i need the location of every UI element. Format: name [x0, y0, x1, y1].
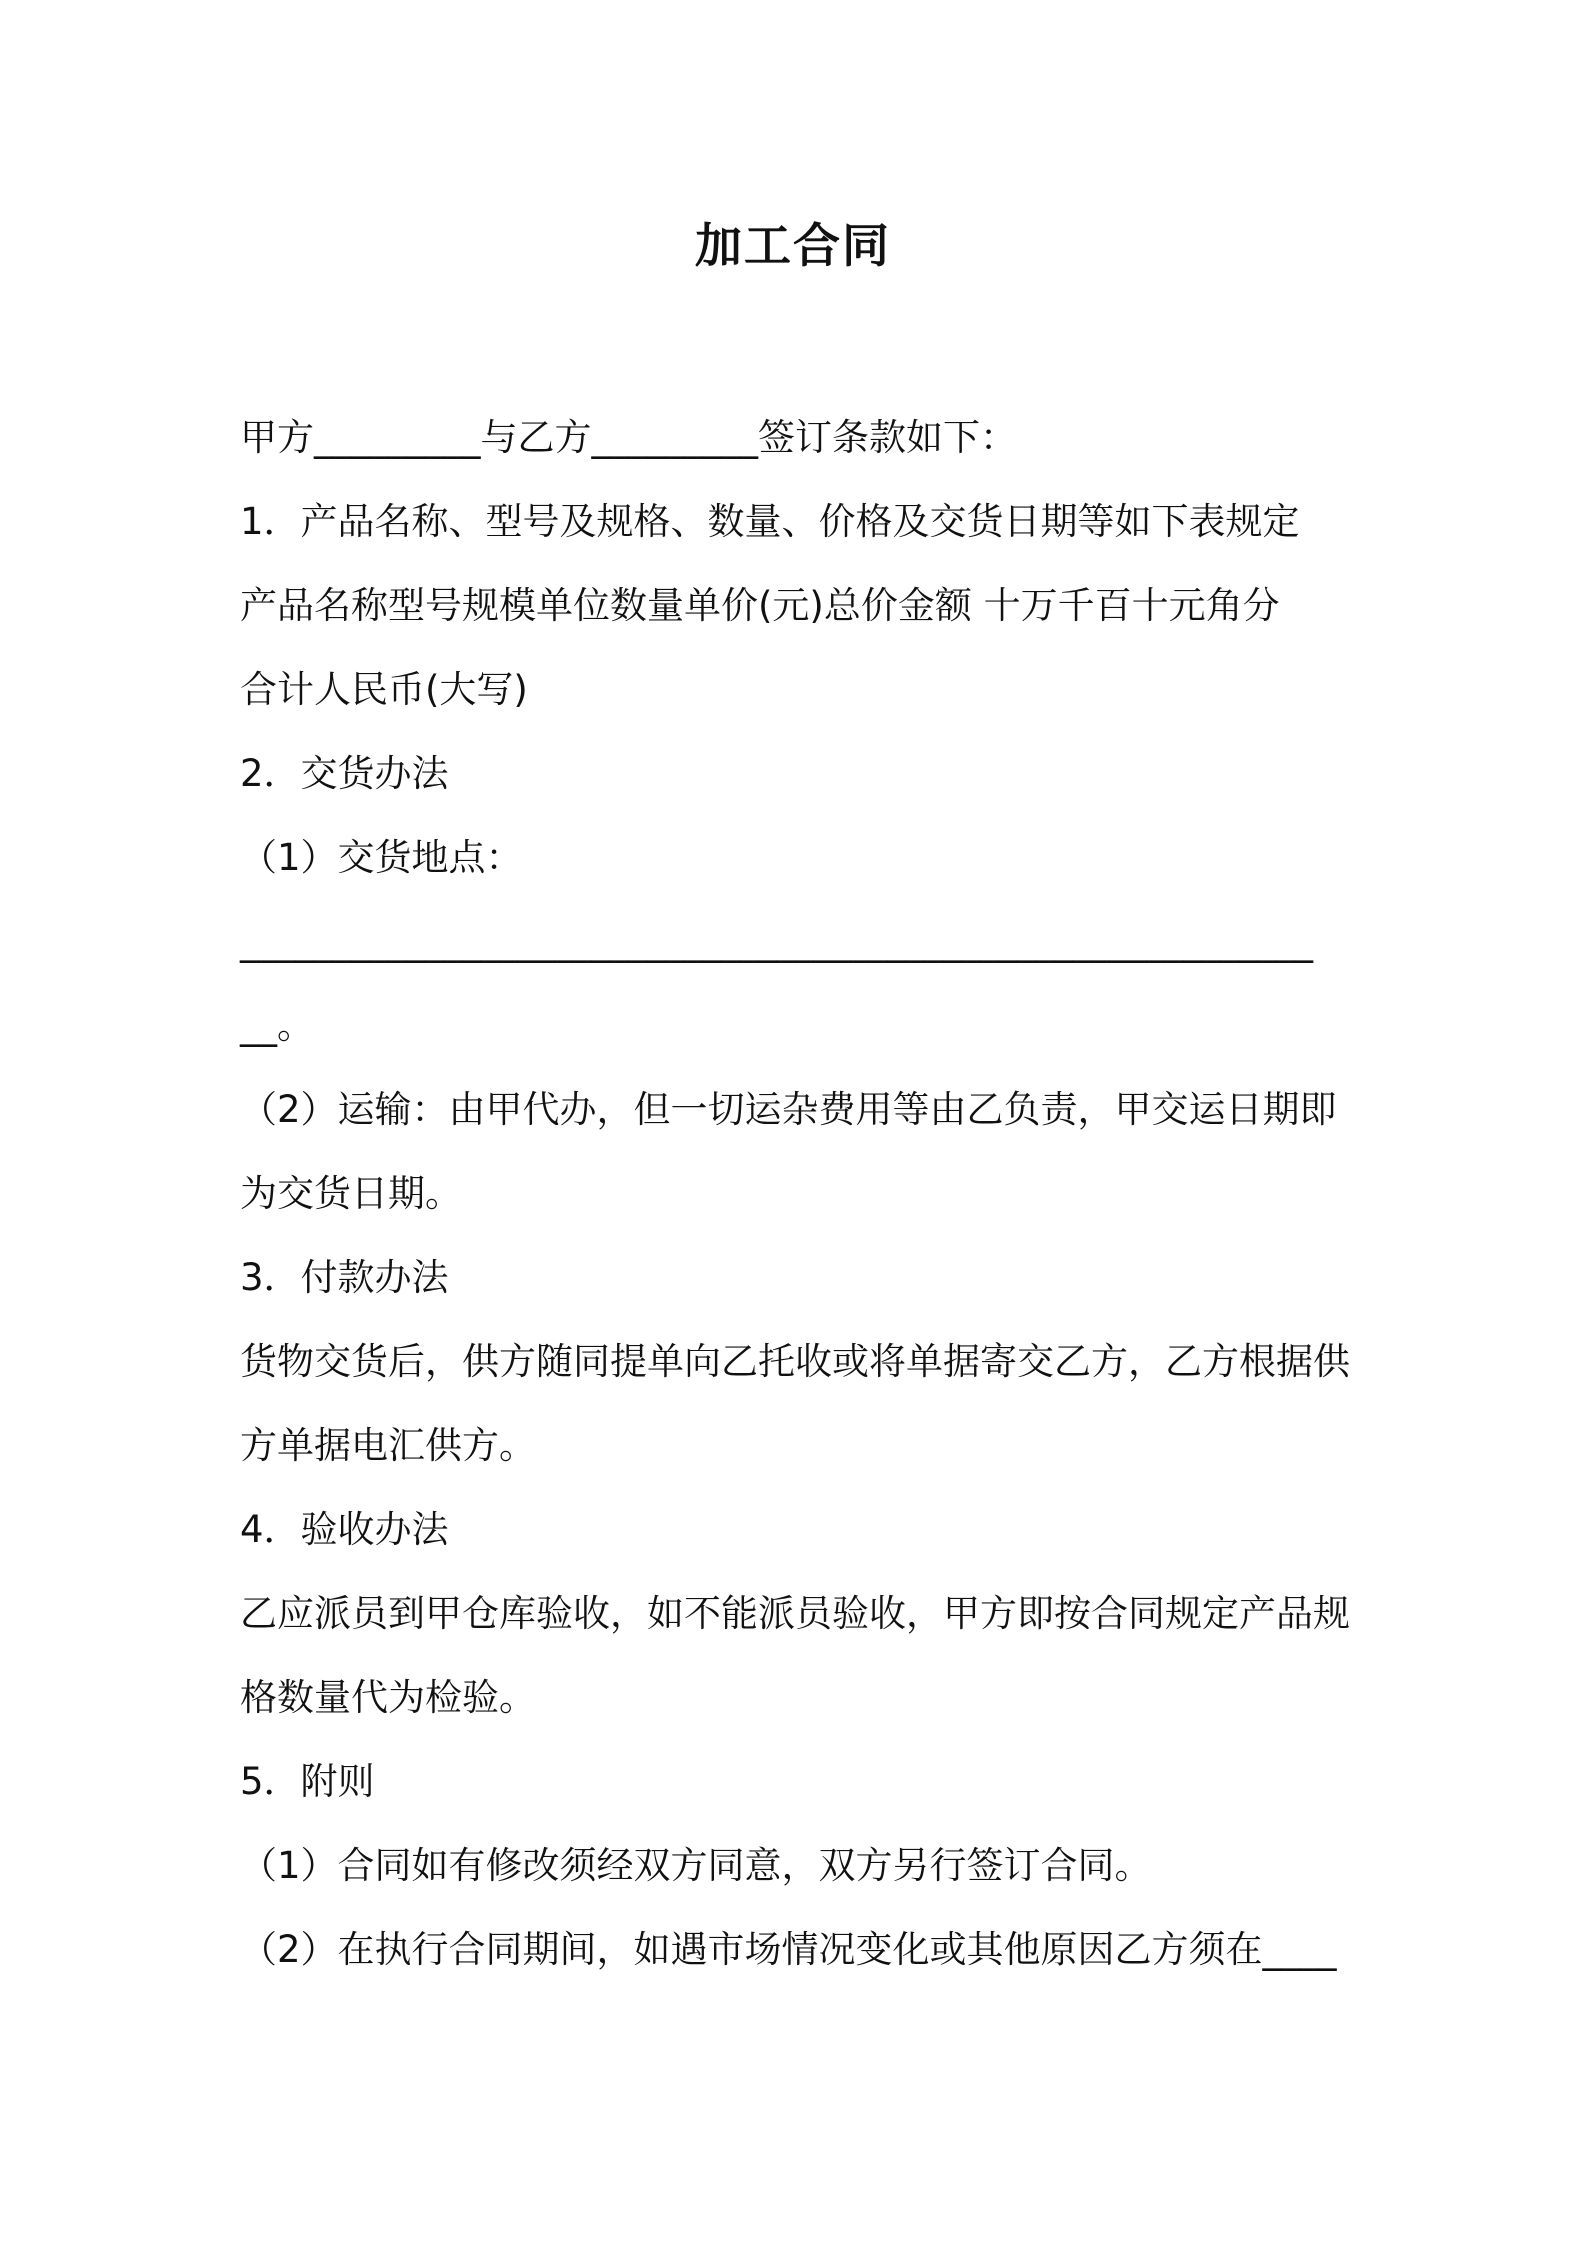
clause-4-heading: 4．验收办法 [240, 1508, 449, 1551]
payment-line-cont: 方单据电汇供方。 [240, 1424, 536, 1467]
inspection-line: 乙应派员到甲仓库验收，如不能派员验收，甲方即按合同规定产品规 [240, 1592, 1350, 1635]
clause-5-heading: 5．附则 [240, 1760, 375, 1803]
total-amount-line: 合计人民币(大写) [240, 668, 528, 711]
delivery-location-line: （1）交货地点： [240, 836, 523, 879]
parties-line: 甲方_________与乙方_________签订条款如下： [240, 416, 1017, 459]
appendix-item-1: （1）合同如有修改须经双方同意，双方另行签订合同。 [240, 1844, 1152, 1887]
payment-line: 货物交货后，供方随同提单向乙托收或将单据寄交乙方，乙方根据供 [240, 1340, 1350, 1383]
appendix-item-2: （2）在执行合同期间，如遇市场情况变化或其他原因乙方须在____ [240, 1928, 1337, 1971]
clause-1-heading: 1．产品名称、型号及规格、数量、价格及交货日期等如下表规定 [240, 500, 1300, 543]
document-title: 加工合同 [695, 219, 891, 274]
delivery-location-blank: __________________________________________________________ [240, 920, 1313, 963]
transport-line-cont: 为交货日期。 [240, 1172, 462, 1215]
clause-3-heading: 3．付款办法 [240, 1256, 449, 1299]
product-table-header: 产品名称型号规模单位数量单价(元)总价金额 十万千百十元角分 [240, 584, 1280, 627]
inspection-line-cont: 格数量代为检验。 [240, 1676, 536, 1719]
delivery-location-blank-end: __。 [240, 1004, 314, 1047]
clause-2-heading: 2．交货办法 [240, 752, 449, 795]
transport-line: （2）运输：由甲代办，但一切运杂费用等由乙负责，甲交运日期即 [240, 1088, 1337, 1131]
